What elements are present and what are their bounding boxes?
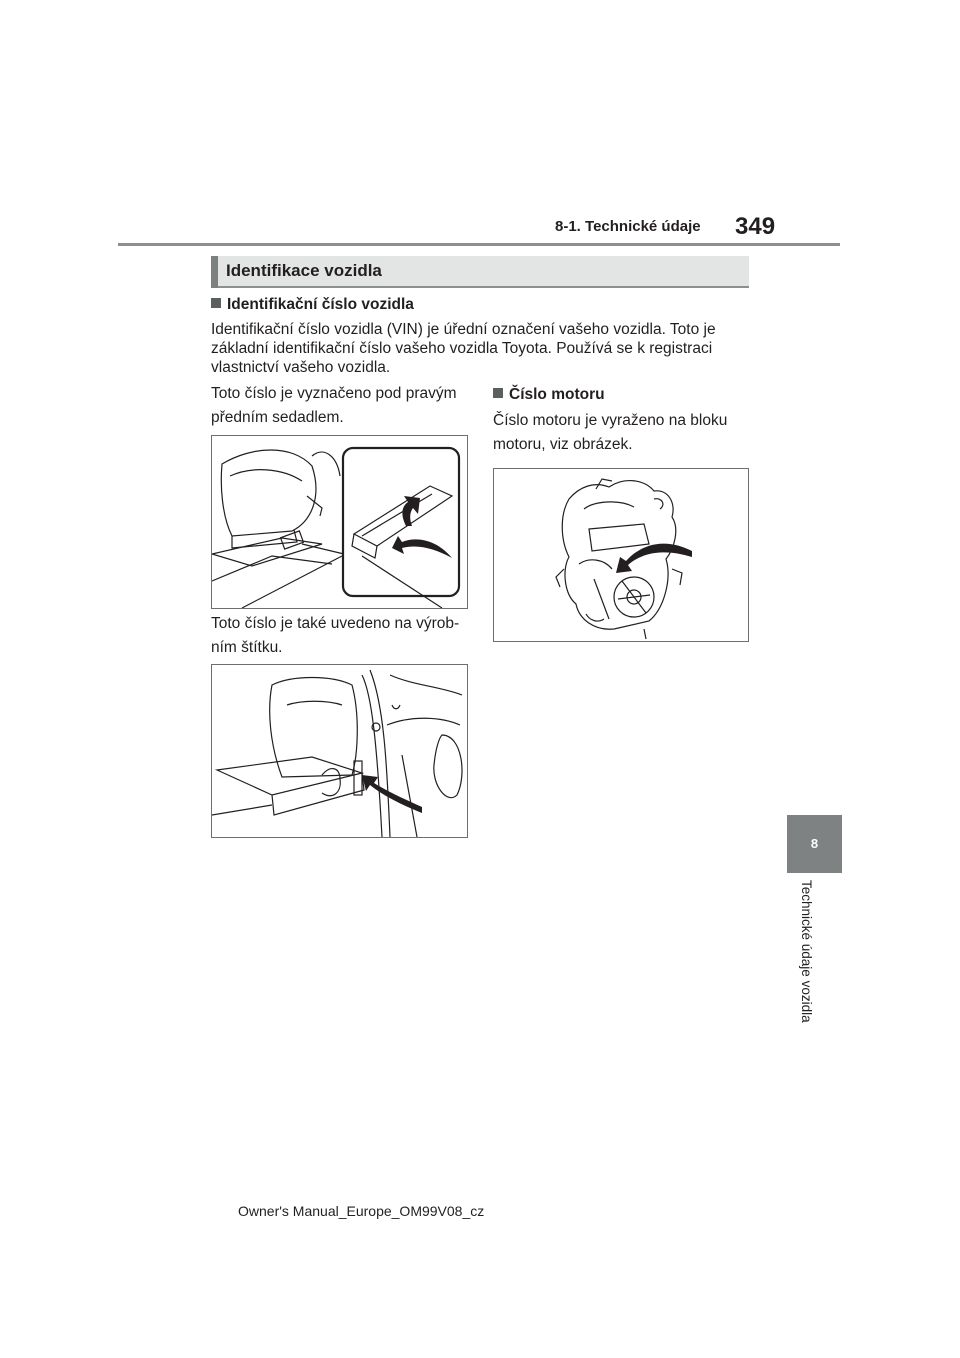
footer-manual-id: Owner's Manual_Europe_OM99V08_cz <box>238 1203 485 1219</box>
section-title-box <box>211 256 749 288</box>
vin-seat-text <box>211 382 471 430</box>
page-number: 349 <box>735 213 776 240</box>
square-bullet-icon <box>493 388 503 398</box>
vin-seat-illustration <box>211 435 468 609</box>
chapter-tab: 8 <box>787 815 842 873</box>
chapter-tab-label: Technické údaje vozidla <box>799 880 814 1023</box>
section-title-bar <box>211 256 218 288</box>
vin-label-text <box>211 612 471 660</box>
section-title: Identifikace vozidla <box>226 261 382 280</box>
square-bullet-icon <box>211 298 221 308</box>
header-section-title: 8-1. Technické údaje <box>555 218 701 235</box>
vin-intro-line: základní identifikační číslo vašeho vozidla Toyota. Používá se k registraci <box>211 340 713 357</box>
vin-label-line: Toto číslo je také uvedeno na výrob- <box>211 615 460 632</box>
vin-label-illustration <box>211 664 468 838</box>
vin-intro-line: vlastnictví vašeho vozidla. <box>211 359 391 376</box>
vin-intro-paragraph <box>211 320 751 377</box>
vin-label-line: ním štítku. <box>211 639 283 656</box>
header-rule <box>118 243 840 246</box>
vin-heading-row <box>211 296 414 314</box>
engine-heading: Číslo motoru <box>509 386 605 403</box>
engine-heading-row <box>493 386 605 404</box>
vin-seat-line: předním sedadlem. <box>211 409 344 426</box>
vin-seat-line: Toto číslo je vyznačeno pod pravým <box>211 385 457 402</box>
engine-text <box>493 409 753 457</box>
engine-line: Číslo motoru je vyraženo na bloku <box>493 412 728 429</box>
vin-heading: Identifikační číslo vozidla <box>227 296 414 313</box>
engine-number-illustration <box>493 468 749 642</box>
engine-line: motoru, viz obrázek. <box>493 436 633 453</box>
vin-intro-line: Identifikační číslo vozidla (VIN) je úřední označení vašeho vozidla. Toto je <box>211 321 716 338</box>
